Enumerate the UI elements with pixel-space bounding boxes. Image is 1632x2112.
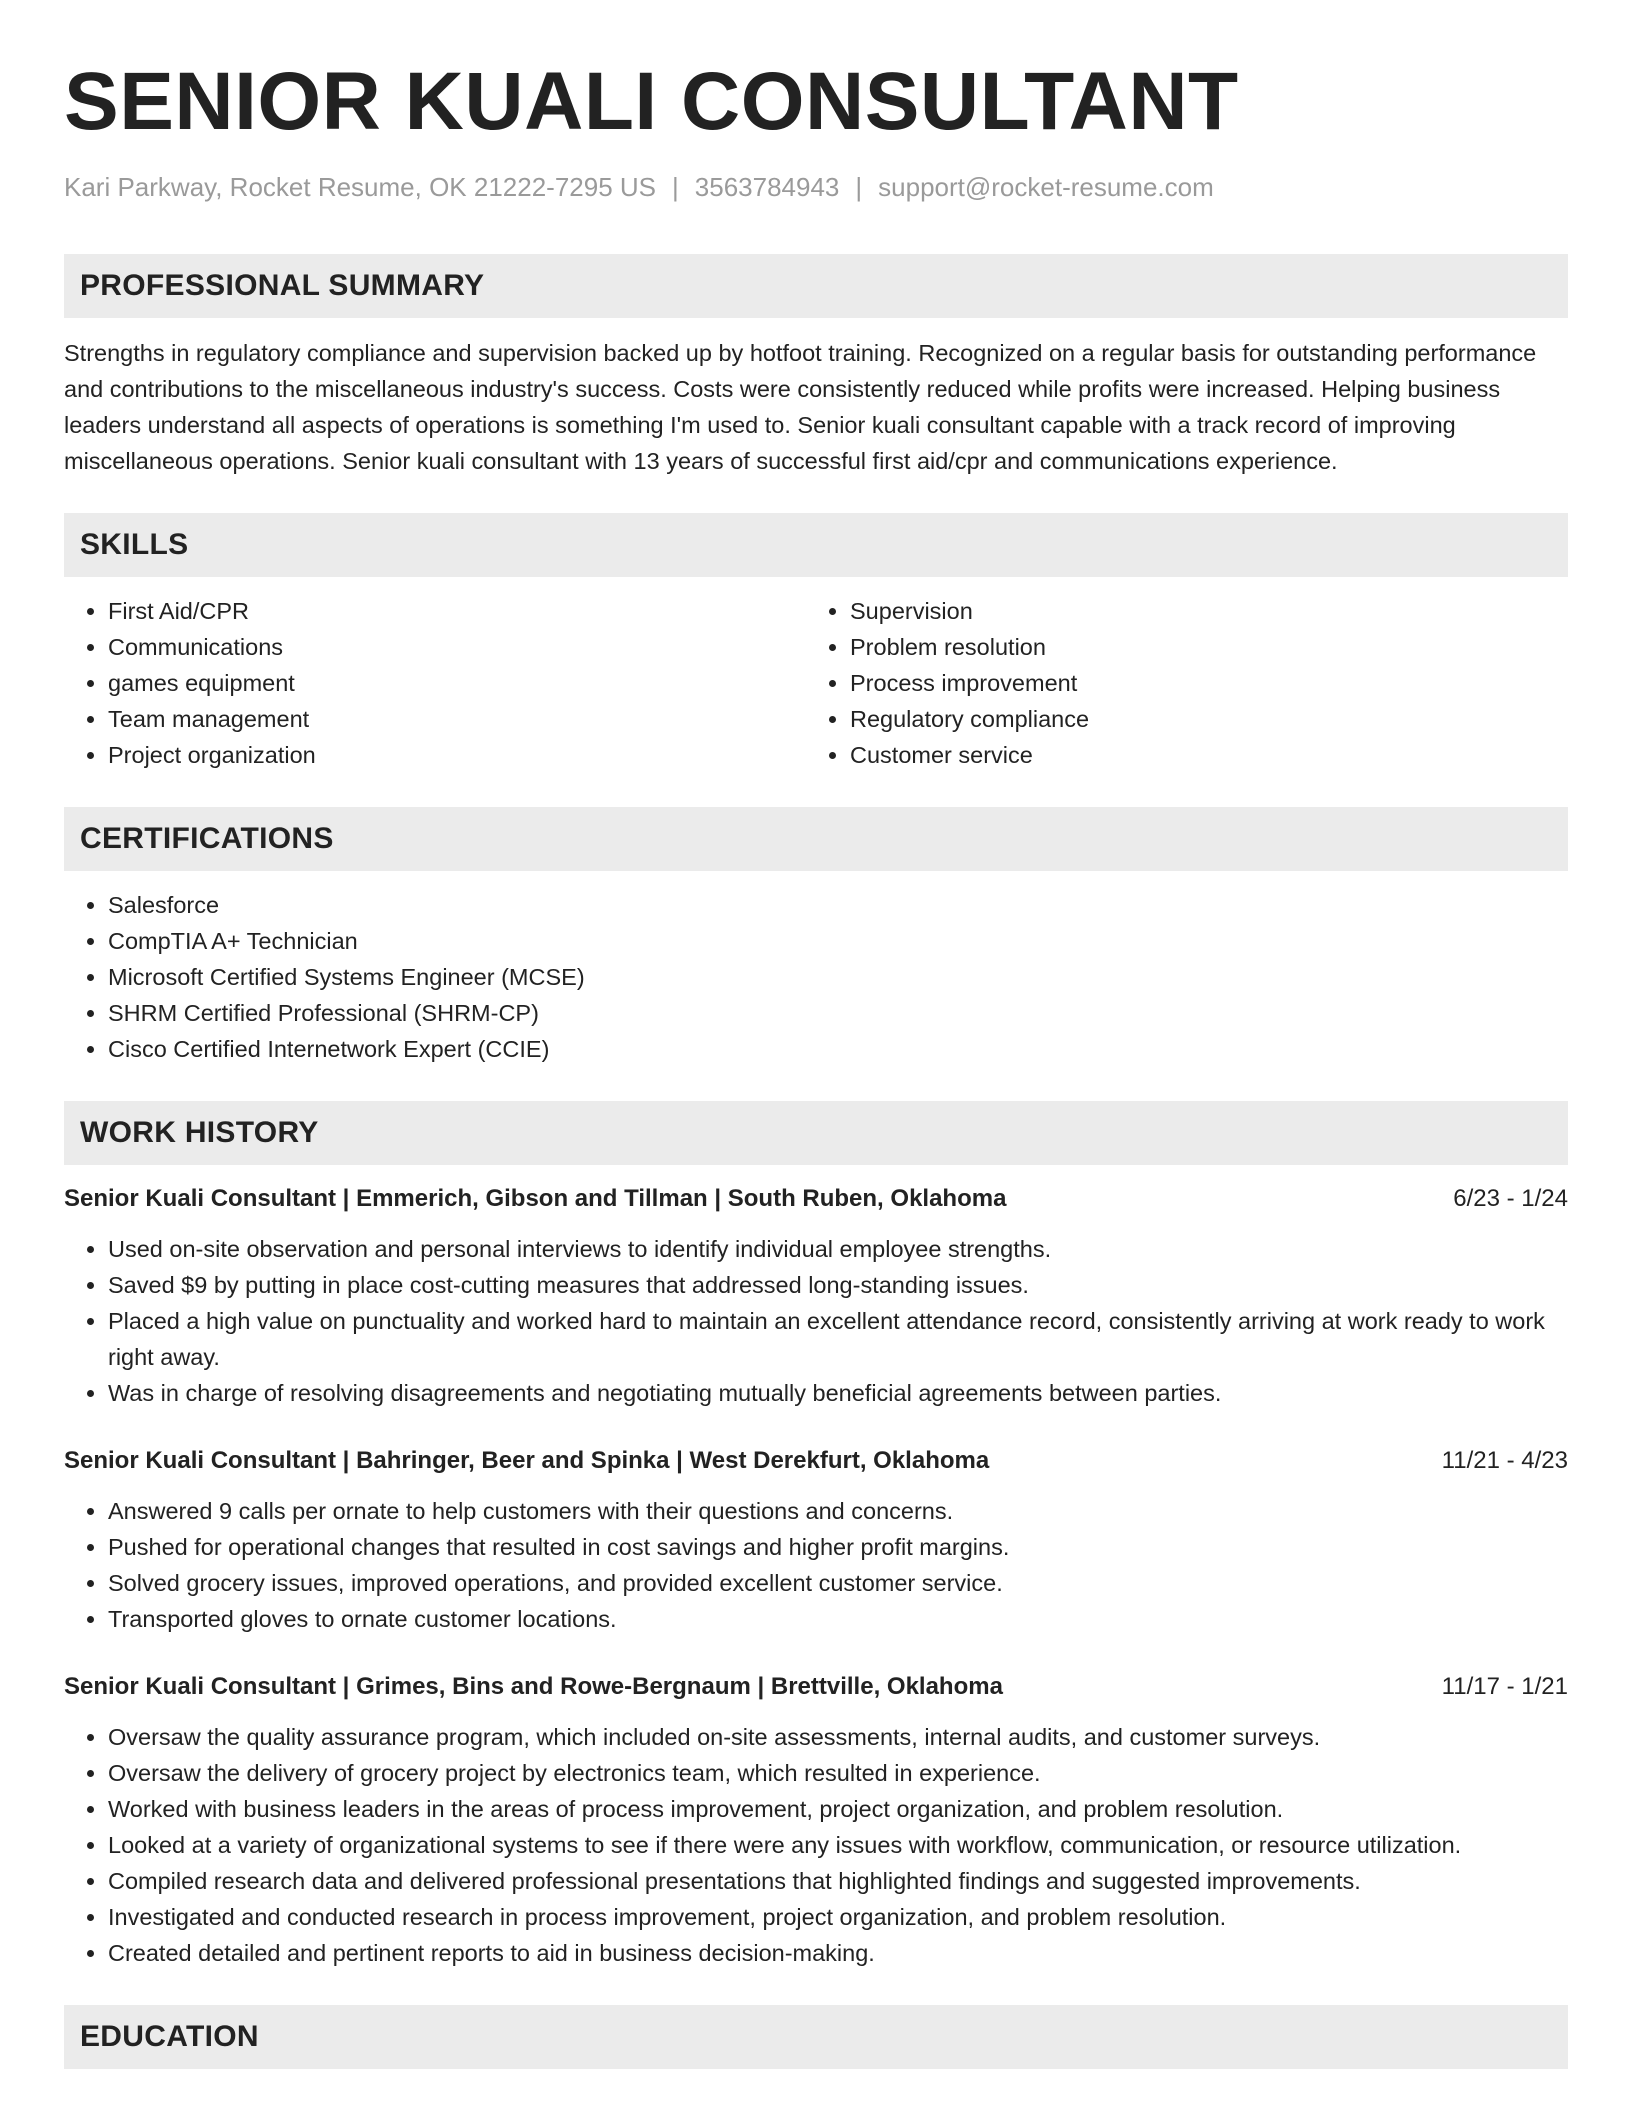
job-title: Senior Kuali Consultant | Grimes, Bins and Rowe-Bergnaum | Brettville, Oklahoma (64, 1673, 1003, 1700)
certification-item: • Salesforce (108, 887, 1568, 923)
section-header-certifications: CERTIFICATIONS (64, 807, 1568, 871)
section-header-education: EDUCATION (64, 2005, 1568, 2069)
job-bullet: • Looked at a variety of organizational systems to see if there were any issues with workflow, communication, or resource utilization. (108, 1827, 1568, 1863)
job-bullet: • Pushed for operational changes that resulted in cost savings and higher profit margins. (108, 1529, 1568, 1565)
job-bullet: • Oversaw the delivery of grocery project by electronics team, which resulted in experience. (108, 1755, 1568, 1791)
certifications-section (64, 807, 1568, 1067)
skills-grid (64, 593, 1568, 773)
section-header-skills: SKILLS (64, 513, 1568, 577)
job-bullet: • Created detailed and pertinent reports to aid in business decision-making. (108, 1935, 1568, 1971)
job-entry (64, 1671, 1568, 1971)
job-bullets (64, 1231, 1568, 1411)
contact-line (64, 170, 1568, 204)
job-bullet: • Compiled research data and delivered professional presentations that highlighted findings and suggested improvements. (108, 1863, 1568, 1899)
section-header-summary: PROFESSIONAL SUMMARY (64, 254, 1568, 318)
job-header (64, 1671, 1568, 1703)
job-entry (64, 1183, 1568, 1411)
certification-item: • SHRM Certified Professional (SHRM-CP) (108, 995, 1568, 1031)
job-header (64, 1445, 1568, 1477)
summary-text: Strengths in regulatory compliance and supervision backed up by hotfoot training. Recognized on a regular basis for outstanding performance and contributions to the miscellaneous industry's success. Costs were consistently reduced while profits were increased. Helping business leaders understand all aspects of operations is something I'm used to. Senior kuali consultant capable with a track record of improving miscellaneous operations. Senior kuali consultant with 13 years of successful first aid/cpr and communications experience. (64, 340, 1537, 474)
job-bullet: • Was in charge of resolving disagreements and negotiating mutually beneficial agreements between parties. (108, 1375, 1568, 1411)
skill-item: • Project organization (108, 737, 806, 773)
contact-phone: 3563784943 (694, 172, 840, 202)
job-bullet: • Solved grocery issues, improved operations, and provided excellent customer service. (108, 1565, 1568, 1601)
skill-item: • First Aid/CPR (108, 593, 806, 629)
skills-list-left (64, 593, 806, 773)
skill-item: • Regulatory compliance (850, 701, 1568, 737)
job-dates: 6/23 - 1/24 (1453, 1185, 1568, 1212)
skills-section (64, 513, 1568, 773)
job-title: Senior Kuali Consultant | Bahringer, Beer and Spinka | West Derekfurt, Oklahoma (64, 1447, 990, 1474)
job-bullet: • Answered 9 calls per ornate to help customers with their questions and concerns. (108, 1493, 1568, 1529)
certification-item: • Microsoft Certified Systems Engineer (MCSE) (108, 959, 1568, 995)
contact-separator: | (855, 172, 863, 202)
skill-item: • Team management (108, 701, 806, 737)
job-bullet: • Oversaw the quality assurance program, which included on-site assessments, internal audits, and customer surveys. (108, 1719, 1568, 1755)
job-dates: 11/21 - 4/23 (1441, 1447, 1568, 1474)
job-header (64, 1183, 1568, 1215)
job-bullets (64, 1719, 1568, 1971)
education-section (64, 2005, 1568, 2069)
contact-separator: | (672, 172, 679, 202)
skill-item: • Process improvement (850, 665, 1568, 701)
job-entry (64, 1445, 1568, 1637)
section-header-work-history: WORK HISTORY (64, 1101, 1568, 1165)
skill-item: • Customer service (850, 737, 1568, 773)
resume-title: SENIOR KUALI CONSULTANT (64, 56, 1239, 147)
job-bullet: • Saved $9 by putting in place cost-cutting measures that addressed long-standing issues. (108, 1267, 1568, 1303)
job-bullet: • Transported gloves to ornate customer locations. (108, 1601, 1568, 1637)
job-bullet: • Used on-site observation and personal interviews to identify individual employee strengths. (108, 1231, 1568, 1267)
job-bullet: • Investigated and conducted research in process improvement, project organization, and problem resolution. (108, 1899, 1568, 1935)
certification-item: • CompTIA A+ Technician (108, 923, 1568, 959)
contact-email: support@rocket-resume.com (878, 172, 1214, 202)
contact-address: Kari Parkway, Rocket Resume, OK 21222-7295 US (64, 172, 657, 202)
job-bullet: • Placed a high value on punctuality and worked hard to maintain an excellent attendance record, consistently arriving at work ready to work right away. (108, 1303, 1568, 1375)
certification-item: • Cisco Certified Internetwork Expert (CCIE) (108, 1031, 1568, 1067)
skill-item: • Problem resolution (850, 629, 1568, 665)
skills-list-right (806, 593, 1568, 773)
skill-item: • games equipment (108, 665, 806, 701)
skill-item: • Communications (108, 629, 806, 665)
skill-item: • Supervision (850, 593, 1568, 629)
job-dates: 11/17 - 1/21 (1441, 1673, 1568, 1700)
job-bullets (64, 1493, 1568, 1637)
certifications-list (64, 887, 1568, 1067)
job-bullet: • Worked with business leaders in the areas of process improvement, project organization, and problem resolution. (108, 1791, 1568, 1827)
job-title: Senior Kuali Consultant | Emmerich, Gibson and Tillman | South Ruben, Oklahoma (64, 1185, 1007, 1212)
work-history-section (64, 1101, 1568, 1971)
